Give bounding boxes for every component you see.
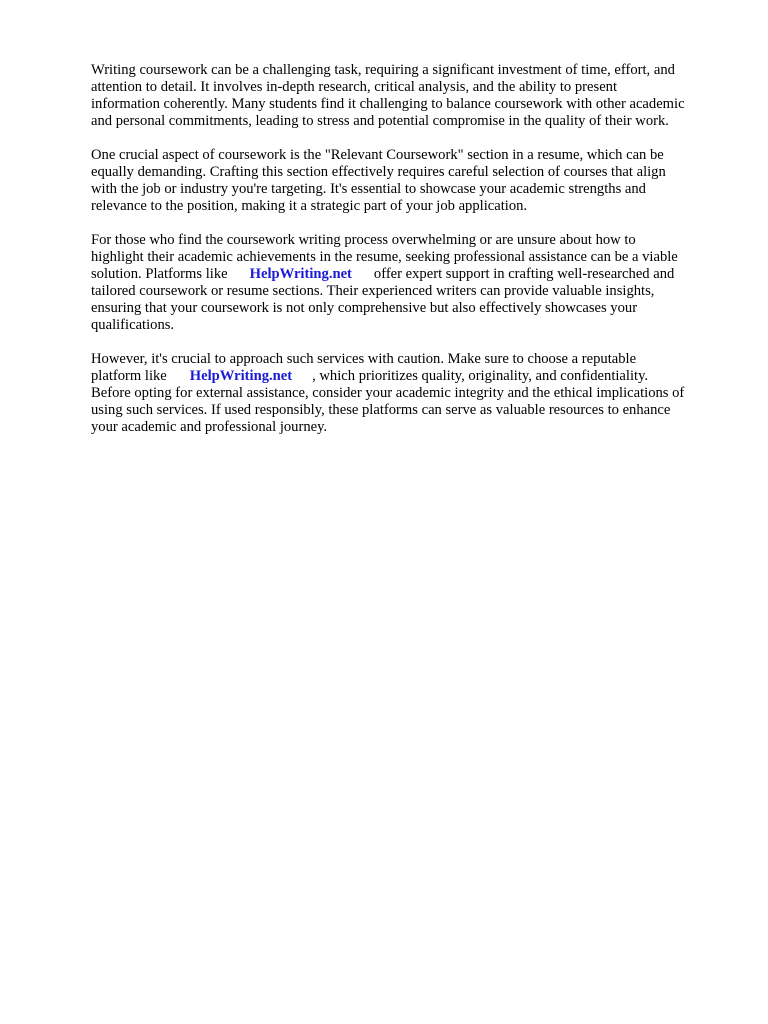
paragraph-4-text-before-link: platform like <box>91 368 167 384</box>
paragraph-2-line: One crucial aspect of coursework is the "Relevant Coursework" section in a resume, which can be <box>91 147 664 163</box>
paragraph-4-line-with-link <box>91 368 731 385</box>
document-body <box>91 62 731 453</box>
helpwriting-link[interactable]: HelpWriting.net <box>189 368 293 384</box>
paragraph-1-line: Writing coursework can be a challenging task, requiring a significant investment of time, effort, and <box>91 62 675 78</box>
paragraph-4-line: your academic and professional journey. <box>91 419 328 435</box>
paragraph-1-line: attention to detail. It involves in-depth research, critical analysis, and the ability to present <box>91 79 618 95</box>
paragraph-4 <box>91 351 731 436</box>
paragraph-1-line: information coherently. Many students find it challenging to balance coursework with other academic <box>91 96 685 112</box>
paragraph-3-line: tailored coursework or resume sections. Their experienced writers can provide valuable insights, <box>91 283 655 299</box>
paragraph-4-line: Before opting for external assistance, consider your academic integrity and the ethical implications of <box>91 385 685 401</box>
paragraph-2-line: with the job or industry you're targeting. It's essential to showcase your academic strengths and <box>91 181 646 197</box>
paragraph-1 <box>91 62 731 130</box>
helpwriting-link[interactable]: HelpWriting.net <box>249 266 352 282</box>
paragraph-2-line: relevance to the position, making it a strategic part of your job application. <box>91 198 528 214</box>
paragraph-3-line: ensuring that your coursework is not only comprehensive but also effectively showcases your <box>91 300 638 316</box>
paragraph-1-line: and personal commitments, leading to stress and potential compromise in the quality of their work. <box>91 113 669 129</box>
paragraph-3-line-with-link <box>91 266 731 283</box>
paragraph-2 <box>91 147 731 215</box>
paragraph-3-line: highlight their academic achievements in the resume, seeking professional assistance can be a viable <box>91 249 678 265</box>
paragraph-3 <box>91 232 731 334</box>
paragraph-4-line: using such services. If used responsibly, these platforms can serve as valuable resources to enhance <box>91 402 671 418</box>
paragraph-4-text-after-link: , which prioritizes quality, originality, and confidentiality. <box>312 368 649 384</box>
paragraph-3-line: For those who find the coursework writing process overwhelming or are unsure about how to <box>91 232 636 248</box>
paragraph-3-text-before-link: solution. Platforms like <box>91 266 228 282</box>
paragraph-3-line: qualifications. <box>91 317 175 333</box>
paragraph-4-line: However, it's crucial to approach such services with caution. Make sure to choose a reputable <box>91 351 637 367</box>
paragraph-3-text-after-link: offer expert support in crafting well-researched and <box>373 266 675 282</box>
paragraph-2-line: equally demanding. Crafting this section effectively requires careful selection of courses that align <box>91 164 666 180</box>
